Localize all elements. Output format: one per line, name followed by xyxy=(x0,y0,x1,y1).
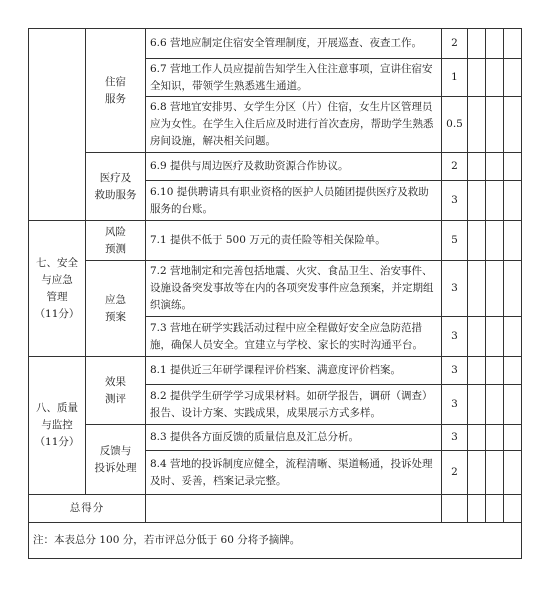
table-row xyxy=(29,29,522,59)
item-score: 2 xyxy=(442,29,468,59)
subcategory-lodging: 住宿 服务 xyxy=(86,29,146,153)
table-row xyxy=(29,221,522,261)
table-row xyxy=(29,261,522,317)
total-blank-cell[interactable] xyxy=(146,495,442,523)
subcategory-medical: 医疗及 救助服务 xyxy=(86,153,146,221)
score-blank-cell[interactable] xyxy=(468,451,486,495)
score-blank-cell[interactable] xyxy=(504,261,522,317)
table-note: 注：本表总分 100 分，若市评总分低于 60 分将予摘牌。 xyxy=(29,523,522,559)
item-score: 3 xyxy=(442,357,468,385)
item-text: 8.3 提供各方面反馈的质量信息及汇总分析。 xyxy=(146,425,442,451)
score-blank-cell[interactable] xyxy=(504,317,522,357)
score-blank-cell[interactable] xyxy=(486,97,504,153)
score-blank-cell[interactable] xyxy=(468,357,486,385)
score-blank-cell[interactable] xyxy=(468,317,486,357)
score-blank-cell[interactable] xyxy=(468,59,486,97)
category-quality: 八、质量 与监控 （11分） xyxy=(29,357,86,495)
score-blank-cell[interactable] xyxy=(486,261,504,317)
score-blank-cell[interactable] xyxy=(486,181,504,221)
score-blank-cell[interactable] xyxy=(468,221,486,261)
item-text: 6.9 提供与周边医疗及救助资源合作协议。 xyxy=(146,153,442,181)
score-blank-cell[interactable] xyxy=(504,357,522,385)
item-text: 7.1 提供不低于 500 万元的责任险等相关保险单。 xyxy=(146,221,442,261)
score-blank-cell[interactable] xyxy=(486,425,504,451)
total-blank-cell[interactable] xyxy=(442,495,468,523)
score-blank-cell[interactable] xyxy=(504,385,522,425)
note-row xyxy=(29,523,522,559)
score-blank-cell[interactable] xyxy=(468,153,486,181)
score-blank-cell[interactable] xyxy=(486,451,504,495)
score-blank-cell[interactable] xyxy=(504,221,522,261)
total-blank-cell[interactable] xyxy=(486,495,504,523)
item-score: 3 xyxy=(442,425,468,451)
score-blank-cell[interactable] xyxy=(468,425,486,451)
total-blank-cell[interactable] xyxy=(504,495,522,523)
score-blank-cell[interactable] xyxy=(504,425,522,451)
category-safety: 七、安全 与应急 管理 （11分） xyxy=(29,221,86,357)
score-blank-cell[interactable] xyxy=(486,317,504,357)
total-row xyxy=(29,495,522,523)
item-text: 8.4 营地的投诉制度应健全，流程清晰、渠道畅通，投诉处理及时、妥善，档案记录完整。 xyxy=(146,451,442,495)
total-blank-cell[interactable] xyxy=(468,495,486,523)
item-score: 3 xyxy=(442,181,468,221)
item-score: 3 xyxy=(442,385,468,425)
score-blank-cell[interactable] xyxy=(486,59,504,97)
table-row xyxy=(29,357,522,385)
total-label: 总得分 xyxy=(29,495,146,523)
score-blank-cell[interactable] xyxy=(504,29,522,59)
score-blank-cell[interactable] xyxy=(486,385,504,425)
subcategory-emergency: 应急 预案 xyxy=(86,261,146,357)
score-blank-cell[interactable] xyxy=(468,181,486,221)
subcategory-feedback: 反馈与 投诉处理 xyxy=(86,425,146,495)
score-blank-cell[interactable] xyxy=(504,181,522,221)
item-text: 6.8 营地宜安排男、女学生分区（片）住宿，女生片区管理员应为女性。在学生入住后应及时进行首次查房，帮助学生熟悉房间设施，解决相关问题。 xyxy=(146,97,442,153)
item-score: 0.5 xyxy=(442,97,468,153)
item-score: 3 xyxy=(442,261,468,317)
category-cell-empty xyxy=(29,29,86,221)
item-score: 1 xyxy=(442,59,468,97)
table-row xyxy=(29,153,522,181)
scoring-table xyxy=(28,28,522,559)
score-blank-cell[interactable] xyxy=(486,153,504,181)
subcategory-effect: 效果 测评 xyxy=(86,357,146,425)
score-blank-cell[interactable] xyxy=(468,29,486,59)
item-text: 6.6 营地应制定住宿安全管理制度，开展巡查、夜查工作。 xyxy=(146,29,442,59)
subcategory-risk: 风险 预测 xyxy=(86,221,146,261)
score-blank-cell[interactable] xyxy=(504,153,522,181)
item-text: 8.2 提供学生研学学习成果材料。如研学报告，调研（调查）报告、设计方案、实践成果，成果展示方式多样。 xyxy=(146,385,442,425)
score-blank-cell[interactable] xyxy=(486,221,504,261)
score-blank-cell[interactable] xyxy=(486,357,504,385)
item-text: 8.1 提供近三年研学课程评价档案、满意度评价档案。 xyxy=(146,357,442,385)
item-text: 7.2 营地制定和完善包括地震、火灾、食品卫生、治安事件、设施设备突发事故等在内的各项突发事件应急预案，并定期组织演练。 xyxy=(146,261,442,317)
item-text: 7.3 营地在研学实践活动过程中应全程做好安全应急防范措施，确保人员安全。宜建立与学校、家长的实时沟通平台。 xyxy=(146,317,442,357)
score-blank-cell[interactable] xyxy=(468,97,486,153)
score-blank-cell[interactable] xyxy=(504,59,522,97)
score-blank-cell[interactable] xyxy=(468,261,486,317)
item-score: 2 xyxy=(442,153,468,181)
item-score: 2 xyxy=(442,451,468,495)
score-blank-cell[interactable] xyxy=(504,97,522,153)
score-blank-cell[interactable] xyxy=(504,451,522,495)
item-text: 6.10 提供聘请具有职业资格的医护人员随团提供医疗及救助服务的台账。 xyxy=(146,181,442,221)
item-score: 5 xyxy=(442,221,468,261)
item-text: 6.7 营地工作人员应提前告知学生入住注意事项，宣讲住宿安全知识，带领学生熟悉逃生通道。 xyxy=(146,59,442,97)
item-score: 3 xyxy=(442,317,468,357)
table-row xyxy=(29,425,522,451)
score-blank-cell[interactable] xyxy=(468,385,486,425)
score-blank-cell[interactable] xyxy=(486,29,504,59)
